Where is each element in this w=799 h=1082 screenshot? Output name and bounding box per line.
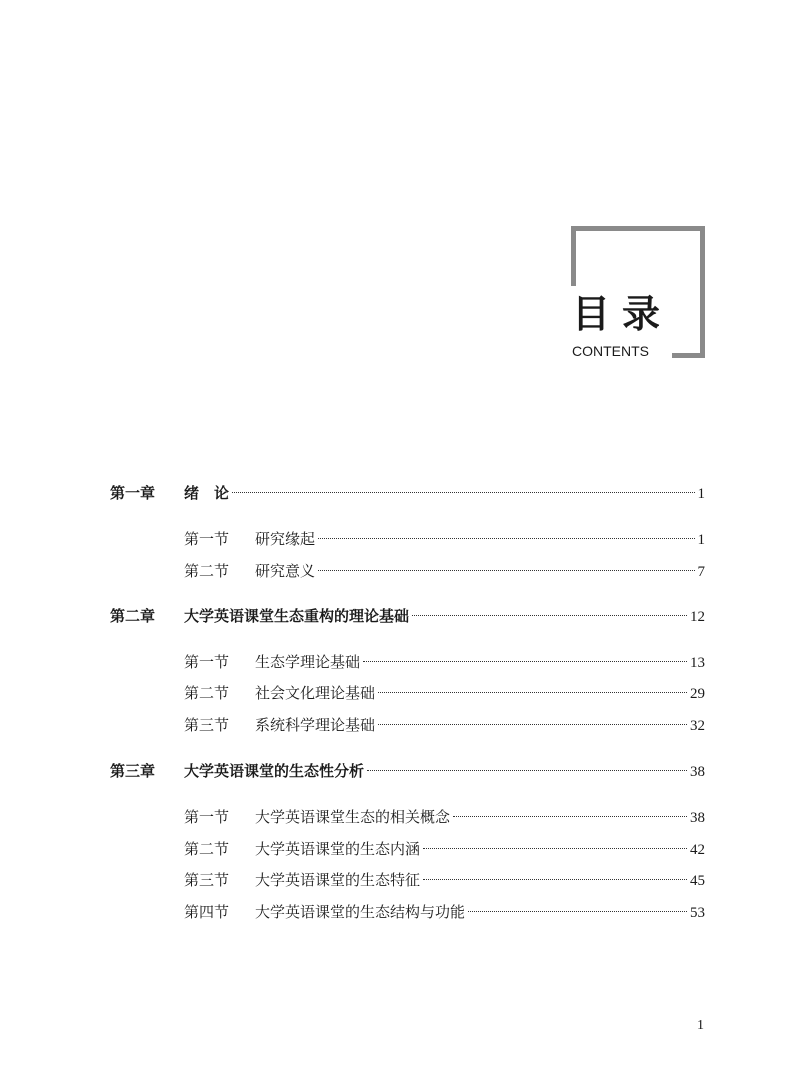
toc-leader-dots: [367, 769, 687, 771]
toc-leader-dots: [412, 614, 687, 616]
frame-top-bar: [571, 226, 705, 231]
toc-page-number: 45: [690, 873, 705, 889]
toc-title: 社会文化理论基础: [255, 684, 376, 702]
toc-title: 研究意义: [255, 562, 316, 580]
toc-leader-dots: [363, 660, 687, 662]
toc-leader-dots: [318, 537, 694, 539]
toc-label: 第二节: [184, 684, 230, 702]
toc-label: 第二章: [110, 607, 156, 625]
toc-chapter-2[interactable]: [0, 604, 705, 628]
toc-section-3-1[interactable]: [0, 805, 705, 829]
toc-title: 大学英语课堂的生态结构与功能: [255, 903, 466, 921]
toc-label: 第一节: [184, 653, 230, 671]
toc-leader-dots: [378, 691, 687, 693]
toc-page-number: 1: [697, 532, 705, 548]
toc-section-1-1[interactable]: [0, 527, 705, 551]
toc-title: 大学英语课堂的生态内涵: [255, 840, 421, 858]
toc-section-2-1[interactable]: [0, 650, 705, 674]
toc-label: 第三节: [184, 871, 230, 889]
frame-left-bar: [571, 226, 576, 286]
toc-leader-dots: [232, 491, 694, 493]
toc-section-3-2[interactable]: [0, 837, 705, 861]
toc-title: 大学英语课堂生态重构的理论基础: [184, 607, 410, 625]
toc-title: 研究缘起: [255, 530, 316, 548]
toc-page-number: 42: [690, 842, 705, 858]
toc-label: 第三章: [110, 762, 156, 780]
toc-chapter-1[interactable]: [0, 481, 705, 505]
toc-label: 第二节: [184, 562, 230, 580]
toc-page-number: 13: [690, 655, 705, 671]
page-number: 1: [697, 1018, 704, 1033]
toc-page-number: 7: [697, 564, 705, 580]
toc-leader-dots: [378, 723, 687, 725]
toc-page-number: 38: [690, 764, 705, 780]
toc-leader-dots: [468, 910, 687, 912]
toc-leader-dots: [423, 847, 687, 849]
page-subtitle: CONTENTS: [572, 343, 649, 359]
toc-title: 生态学理论基础: [255, 653, 361, 671]
toc-title: 大学英语课堂生态的相关概念: [255, 808, 451, 826]
toc-label: 第一章: [110, 484, 156, 502]
toc-section-2-3[interactable]: [0, 713, 705, 737]
toc-page-number: 1: [697, 486, 705, 502]
toc-title: 大学英语课堂的生态性分析: [184, 762, 365, 780]
toc-title: 系统科学理论基础: [255, 716, 376, 734]
page-title: 目录: [572, 292, 673, 336]
toc-page-number: 32: [690, 718, 705, 734]
toc-label: 第一节: [184, 530, 230, 548]
toc-label: 第一节: [184, 808, 230, 826]
toc-label: 第四节: [184, 903, 230, 921]
toc-title: 大学英语课堂的生态特征: [255, 871, 421, 889]
toc-chapter-3[interactable]: [0, 759, 705, 783]
toc-leader-dots: [453, 815, 687, 817]
toc-label: 第三节: [184, 716, 230, 734]
toc-leader-dots: [423, 878, 687, 880]
toc-section-3-4[interactable]: [0, 900, 705, 924]
toc-label: 第二节: [184, 840, 230, 858]
toc-page-number: 29: [690, 686, 705, 702]
toc-page-number: 38: [690, 810, 705, 826]
frame-right-bar: [700, 226, 705, 358]
frame-bottom-bar: [672, 353, 705, 358]
toc-section-2-2[interactable]: [0, 681, 705, 705]
toc-leader-dots: [318, 569, 694, 571]
toc-page-number: 12: [690, 609, 705, 625]
toc-page-number: 53: [690, 905, 705, 921]
toc-title: 绪 论: [184, 484, 230, 502]
toc-section-1-2[interactable]: [0, 559, 705, 583]
toc-section-3-3[interactable]: [0, 868, 705, 892]
